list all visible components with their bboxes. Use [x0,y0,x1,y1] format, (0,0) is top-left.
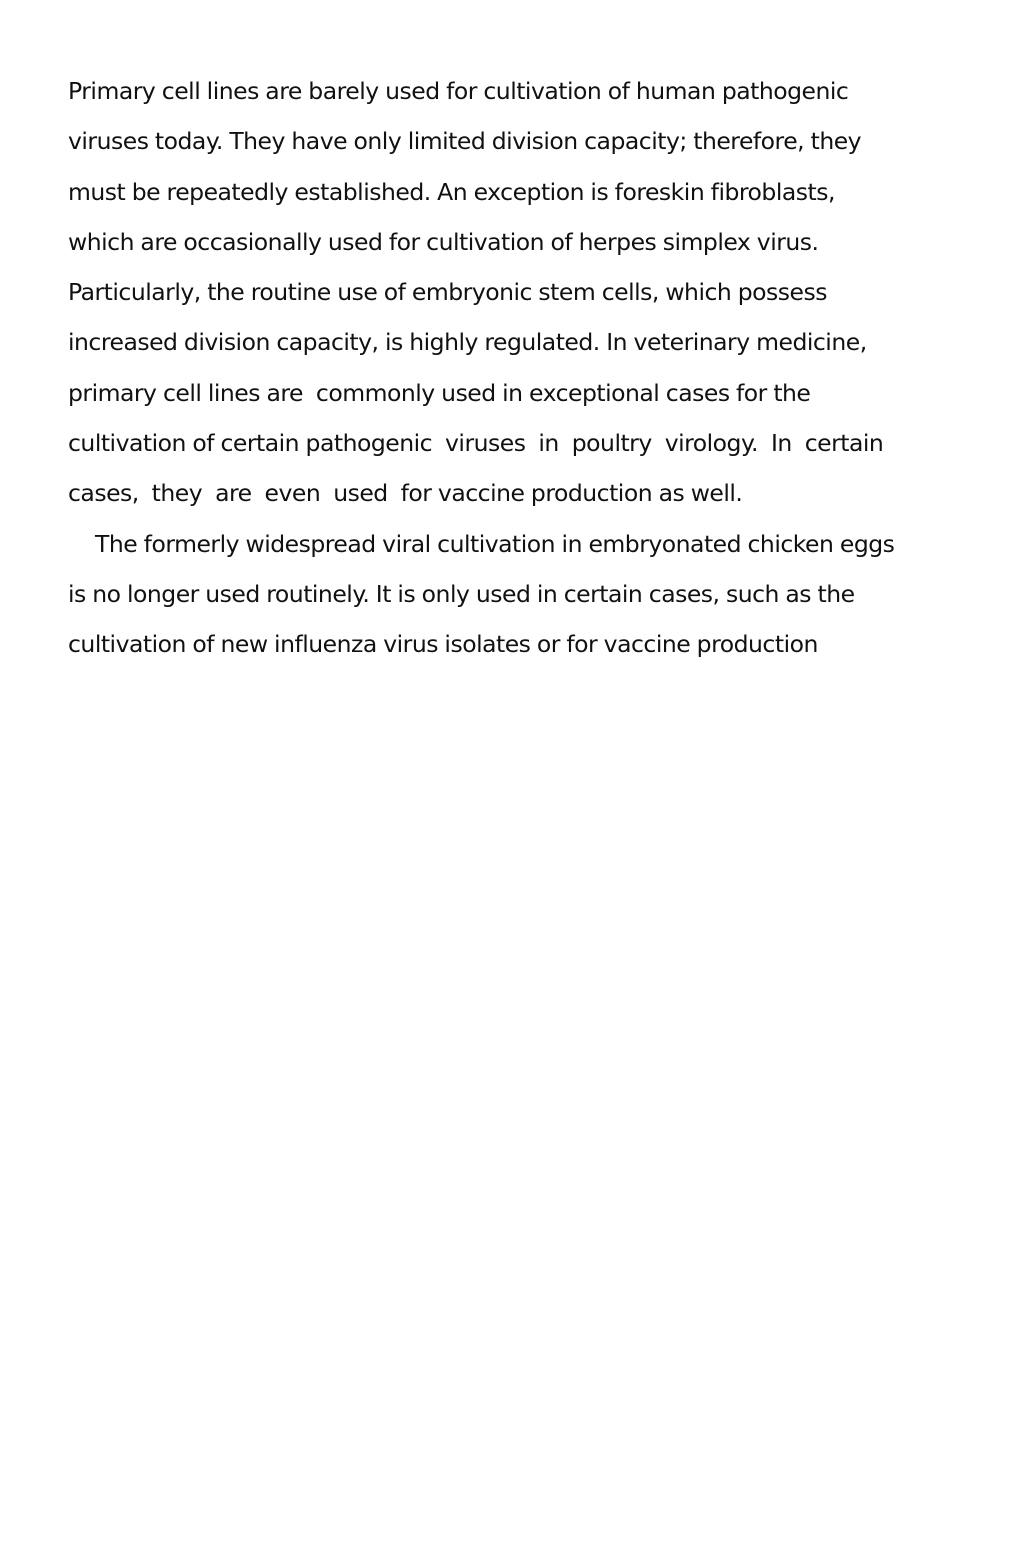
text-line: cultivation of new influenza virus isolates or for vaccine production [68,630,818,659]
text-line: cultivation of certain pathogenic viruses in poultry virology. In certain [68,429,884,458]
body-text [68,66,968,670]
text-line: Primary cell lines are barely used for cultivation of human pathogenic [68,77,849,105]
text-line: must be repeatedly established. An exception is foreskin fibroblasts, [68,177,835,206]
text-line: increased division capacity, is highly regulated. In veterinary medicine, [68,328,867,357]
text-line: The formerly widespread viral cultivation in embryonated chicken eggs [95,529,895,558]
text-line: viruses today. They have only limited division capacity; therefore, they [68,127,862,156]
text-line: Particularly, the routine use of embryonic stem cells, which possess [68,278,827,307]
paragraph [68,66,968,519]
text-line: is no longer used routinely. It is only used in certain cases, such as the [68,579,855,608]
paragraph [68,519,968,670]
text-line: primary cell lines are commonly used in exceptional cases for the [68,378,811,407]
text-line: cases, they are even used for vaccine production as well. [68,479,743,508]
text-line: which are occasionally used for cultivation of herpes simplex virus. [68,227,819,256]
